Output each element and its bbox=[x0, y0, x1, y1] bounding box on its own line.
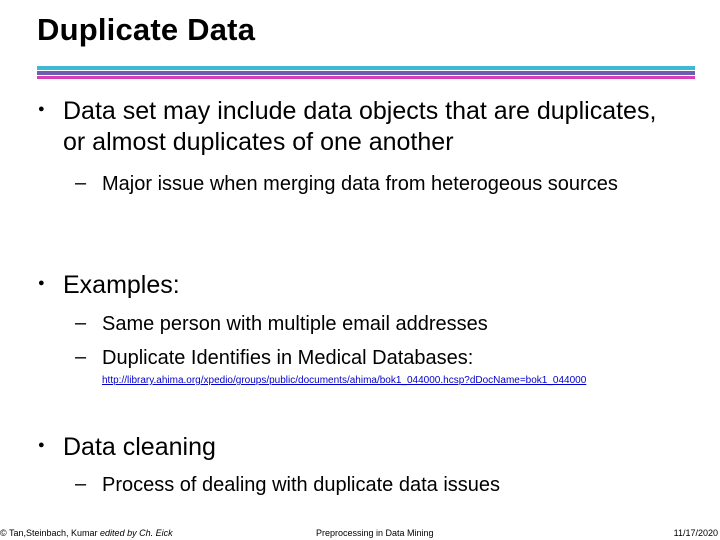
ahima-reference-link[interactable]: http://library.ahima.org/xpedio/groups/public/documents/ahima/bok1_044000.hcsp?dDocName=bok1_044000 bbox=[102, 375, 587, 386]
dash-icon: – bbox=[75, 346, 87, 368]
footer-date: 11/17/2020 bbox=[673, 528, 718, 538]
footer-authors-text: © Tan,Steinbach, Kumar bbox=[0, 528, 98, 538]
sub-bullet-text: Duplicate Identifies in Medical Databases: bbox=[102, 347, 474, 369]
bullet-text: Examples: bbox=[63, 271, 180, 299]
sub-bullet-text: Major issue when merging data from heterogeous sources bbox=[102, 173, 618, 195]
title-rule-purple bbox=[37, 71, 695, 75]
title-rule-cyan bbox=[37, 66, 695, 70]
bullet-text: Data set may include data objects that are duplicates, or almost duplicates of one another bbox=[63, 97, 657, 156]
footer-editor: edited by Ch. Eick bbox=[100, 528, 173, 538]
footer-authors bbox=[0, 528, 173, 538]
bullet-text: Data cleaning bbox=[63, 433, 216, 461]
title-rule-magenta bbox=[37, 76, 695, 79]
dash-icon: – bbox=[75, 312, 87, 334]
bullet-icon: ● bbox=[38, 103, 45, 115]
dash-icon: – bbox=[75, 172, 87, 194]
sub-bullet-text: Same person with multiple email addresses bbox=[102, 313, 488, 335]
dash-icon: – bbox=[75, 473, 87, 495]
bullet-icon: ● bbox=[38, 277, 45, 289]
footer-course: Preprocessing in Data Mining bbox=[316, 528, 434, 538]
slide-title: Duplicate Data bbox=[37, 12, 256, 47]
sub-bullet-text: Process of dealing with duplicate data issues bbox=[102, 474, 501, 496]
bullet-icon: ● bbox=[38, 439, 45, 451]
